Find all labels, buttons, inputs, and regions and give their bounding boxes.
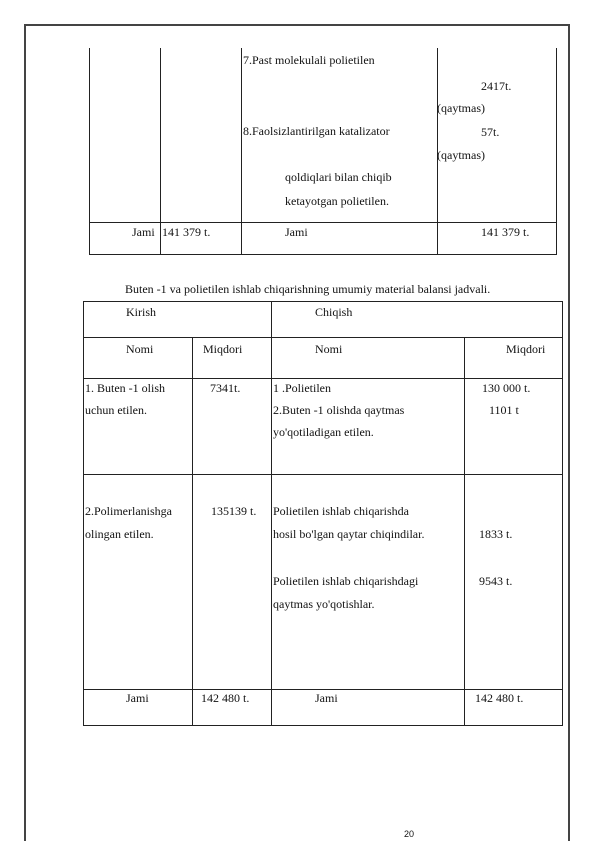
col-nomi-in: Nomi: [126, 342, 154, 356]
out-row-2-name: Polietilen ishlab chiqarishda: [273, 504, 409, 518]
top-item-7: 7.Past molekulali polietilen: [243, 53, 375, 67]
in-row-1-qty: 7341t.: [210, 381, 241, 395]
in-row-2-qty: 135139 t.: [211, 504, 257, 518]
col-miqdori-in: Miqdori: [203, 342, 243, 356]
header-kirish: Kirish: [126, 305, 156, 319]
top-qty-7: 2417t.: [481, 79, 512, 93]
total-value-out: 142 480 t.: [475, 691, 524, 705]
top-item-8-cont: ketayotgan polietilen.: [285, 194, 389, 208]
out-row-1-qty-2: 1101 t: [489, 403, 519, 417]
top-total-value: 141 379 t.: [162, 225, 211, 239]
top-total-label-out: Jami: [285, 225, 308, 239]
out-row-2-name-cont: hosil bo'lgan qaytar chiqindilar.: [273, 527, 425, 541]
in-row-2-name: 2.Polimerlanishga: [85, 504, 172, 518]
out-row-3-qty: 9543 t.: [479, 574, 513, 588]
page-number: 20: [404, 829, 415, 839]
top-total-value-out: 141 379 t.: [481, 225, 530, 239]
out-row-1-name: 1 .Polietilen: [273, 381, 331, 395]
out-row-1-qty: 130 000 t.: [482, 381, 531, 395]
total-label-out: Jami: [315, 691, 338, 705]
out-row-2-qty: 1833 t.: [479, 527, 513, 541]
top-qty-8-note: (qaytmas): [437, 148, 485, 162]
top-total-label: Jami: [132, 225, 155, 239]
in-row-2-name-cont: olingan etilen.: [85, 527, 154, 541]
out-row-3-name-cont: qaytmas yo'qotishlar.: [273, 597, 375, 611]
top-qty-8: 57t.: [481, 125, 500, 139]
top-item-8: 8.Faolsizlantirilgan katalizator: [243, 124, 390, 138]
in-row-1-name-cont: uchun etilen.: [85, 403, 147, 417]
col-miqdori-out: Miqdori: [506, 342, 546, 356]
col-nomi-out: Nomi: [315, 342, 343, 356]
out-row-1-name-cont: 2.Buten -1 olishda qaytmas: [273, 403, 405, 417]
out-row-3-name: Polietilen ishlab chiqarishdagi: [273, 574, 419, 588]
total-label-in: Jami: [126, 691, 149, 705]
table-caption: Buten -1 va polietilen ishlab chiqarishning umumiy material balansi jadvali.: [125, 282, 491, 296]
top-qty-7-note: (qaytmas): [437, 101, 485, 115]
in-row-1-name: 1. Buten -1 olish: [85, 381, 165, 395]
top-item-8-cont: qoldiqlari bilan chiqib: [285, 170, 392, 184]
header-chiqish: Chiqish: [315, 305, 353, 319]
out-row-1-name-cont: yo'qotiladigan etilen.: [273, 425, 374, 439]
total-value-in: 142 480 t.: [201, 691, 250, 705]
